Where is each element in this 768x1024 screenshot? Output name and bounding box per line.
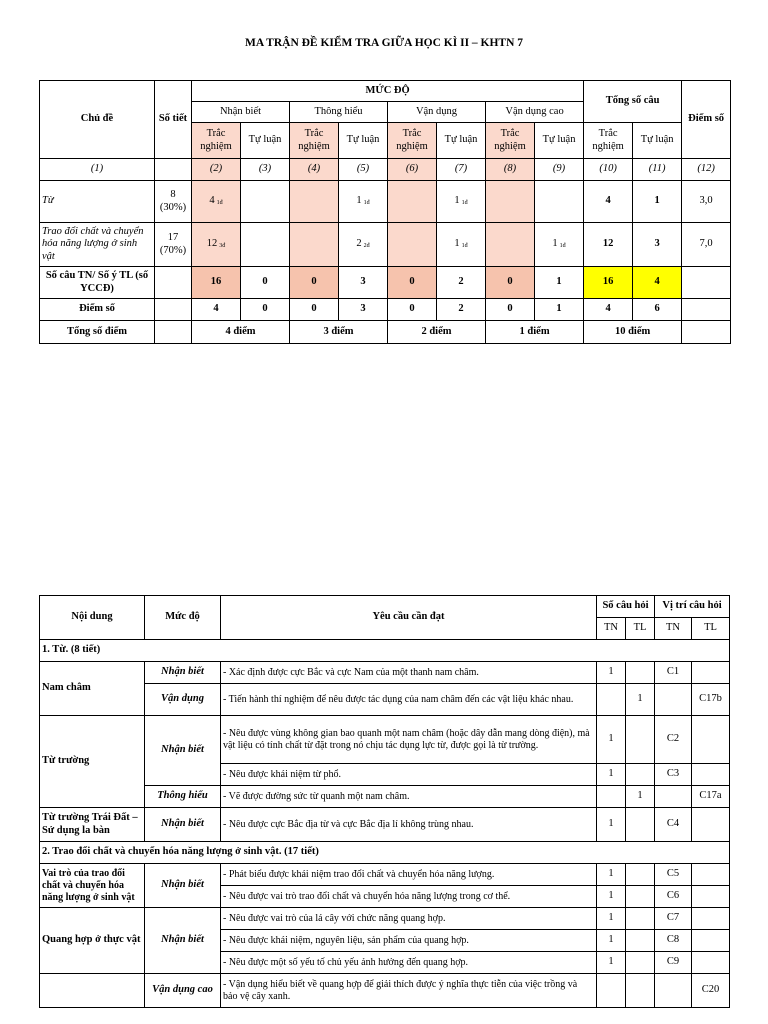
content-cell: Từ trường Trái Đất – Sử dụng la bàn: [40, 808, 145, 842]
tong-diem-row: [40, 321, 731, 344]
cell-diem: 3,0: [682, 181, 731, 223]
content-cell: Vai trò của trao đổi chất và chuyển hóa năng lượng ở sinh vật: [40, 864, 145, 908]
requirement-cell: - Nêu được khái niệm, nguyên liệu, sản phẩm của quang hợp.: [221, 930, 597, 952]
tn-position: [655, 786, 692, 808]
header-level-thong-hieu: Thông hiểu: [290, 102, 388, 123]
header-tn: TN: [597, 618, 626, 640]
col-number: (11): [633, 159, 682, 181]
tn-position: C5: [655, 864, 692, 886]
topic-tiet: 17 (70%): [155, 223, 192, 267]
requirement-cell: - Nêu được một số yếu tố chủ yếu ảnh hưởng đến quang hợp.: [221, 952, 597, 974]
tn-count: [597, 786, 626, 808]
topic-row: [40, 181, 731, 223]
tl-position: [692, 808, 730, 842]
col-number: (2): [192, 159, 241, 181]
header-vi-tri: Vị trí câu hỏi: [655, 596, 730, 618]
tl-position: [692, 864, 730, 886]
cell-vdc-tl: 1 1đ: [535, 223, 584, 267]
col-number: (12): [682, 159, 731, 181]
topic-name: Từ: [40, 181, 155, 223]
diem-cell: 0: [486, 299, 535, 321]
tl-count: [626, 864, 655, 886]
header-trac-nghiem: Trắc nghiệm: [192, 123, 241, 159]
tn-count: 1: [597, 864, 626, 886]
tl-count: [626, 808, 655, 842]
header-trac-nghiem: Trắc nghiệm: [290, 123, 339, 159]
cell-total-tl: 1: [633, 181, 682, 223]
col-number: (1): [40, 159, 155, 181]
tl-position: [692, 662, 730, 684]
header-trac-nghiem: Trắc nghiệm: [388, 123, 437, 159]
requirement-cell: - Nêu được vùng không gian bao quanh một nam châm (hoặc dây dẫn mang dòng điện), mà vật liệu có tính chất từ đặt trong nó chịu tác dụng lực từ, được gọi là từ trường.: [221, 716, 597, 764]
level-cell: Thông hiểu: [145, 786, 221, 808]
tn-count: 1: [597, 930, 626, 952]
col-number: (5): [339, 159, 388, 181]
level-cell: Nhận biết: [145, 808, 221, 842]
level-cell: Nhận biết: [145, 662, 221, 684]
so-cau-total-tl: 4: [633, 267, 682, 299]
cell-diem: 7,0: [682, 223, 731, 267]
so-cau-cell: 0: [290, 267, 339, 299]
tl-count: [626, 974, 655, 1008]
tn-count: 1: [597, 952, 626, 974]
col-number: (4): [290, 159, 339, 181]
requirement-cell: - Nêu được vai trò trao đổi chất và chuyển hóa năng lượng trong cơ thể.: [221, 886, 597, 908]
header-chu-de: Chủ đề: [40, 81, 155, 159]
cell-total-tl: 3: [633, 223, 682, 267]
col-number: (3): [241, 159, 290, 181]
cell-total-tn: 4: [584, 181, 633, 223]
diem-so-label: Điểm số: [40, 299, 155, 321]
header-so-cau-hoi: Số câu hỏi: [597, 596, 655, 618]
cell-th-tl: 1 1đ: [339, 181, 388, 223]
header-tl: TL: [692, 618, 730, 640]
header-tu-luan: Tự luận: [535, 123, 584, 159]
header-so-tiet: Số tiết: [155, 81, 192, 159]
so-cau-cell: 2: [437, 267, 486, 299]
content-cell: Nam châm: [40, 662, 145, 716]
tl-position: [692, 952, 730, 974]
requirement-cell: - Xác định được cực Bắc và cực Nam của một thanh nam châm.: [221, 662, 597, 684]
tong-diem-cell: 4 điểm: [192, 321, 290, 344]
tl-count: [626, 662, 655, 684]
tn-position: [655, 974, 692, 1008]
content-cell: [40, 974, 145, 1008]
spec-row: [40, 908, 730, 930]
tl-count: [626, 886, 655, 908]
tn-position: C4: [655, 808, 692, 842]
tong-diem-cell: 1 điểm: [486, 321, 584, 344]
topic-row: [40, 223, 731, 267]
tl-position: C17a: [692, 786, 730, 808]
tl-count: [626, 716, 655, 764]
cell-vdc-tl: [535, 181, 584, 223]
level-cell: Nhận biết: [145, 908, 221, 974]
level-cell: Nhận biết: [145, 716, 221, 786]
tl-position: [692, 930, 730, 952]
tl-position: [692, 908, 730, 930]
requirement-cell: - Vẽ được đường sức từ quanh một nam châm.: [221, 786, 597, 808]
tn-count: 1: [597, 764, 626, 786]
tn-count: [597, 684, 626, 716]
spec-row: [40, 974, 730, 1008]
requirement-cell: - Vận dụng hiểu biết về quang hợp để giải thích được ý nghĩa thực tiễn của việc trồng và bảo vệ cây xanh.: [221, 974, 597, 1008]
tn-count: [597, 974, 626, 1008]
tl-count: [626, 930, 655, 952]
tong-diem-label: Tổng số điểm: [40, 321, 155, 344]
header-muc-do: Mức độ: [145, 596, 221, 640]
tn-count: 1: [597, 908, 626, 930]
header-tu-luan: Tự luận: [339, 123, 388, 159]
topic-name: Trao đổi chất và chuyển hóa năng lượng ở sinh vật: [40, 223, 155, 267]
tong-diem-cell: 10 điểm: [584, 321, 682, 344]
so-cau-cell: 3: [339, 267, 388, 299]
tn-position: C3: [655, 764, 692, 786]
requirement-cell: - Nêu được khái niệm từ phổ.: [221, 764, 597, 786]
cell-th-tl: 2 2đ: [339, 223, 388, 267]
header-yeu-cau: Yêu cầu cần đạt: [221, 596, 597, 640]
diem-cell: 4: [584, 299, 633, 321]
spec-row: [40, 808, 730, 842]
diem-cell: 3: [339, 299, 388, 321]
cell-vd-tl: 1 1đ: [437, 223, 486, 267]
so-cau-cell: 0: [486, 267, 535, 299]
tn-position: C9: [655, 952, 692, 974]
level-cell: Vận dụng cao: [145, 974, 221, 1008]
col-number: (8): [486, 159, 535, 181]
header-tl: TL: [626, 618, 655, 640]
page-title: MA TRẬN ĐỀ KIỂM TRA GIỮA HỌC KÌ II – KHTN 7: [244, 37, 524, 49]
so-cau-cell: 1: [535, 267, 584, 299]
tn-position: C7: [655, 908, 692, 930]
tl-position: [692, 764, 730, 786]
header-level-van-dung: Vận dụng: [388, 102, 486, 123]
spec-row: [40, 864, 730, 886]
so-cau-label: Số câu TN/ Số ý TL (số YCCĐ): [40, 267, 155, 299]
tn-count: 1: [597, 716, 626, 764]
requirement-cell: - Tiến hành thí nghiệm để nêu được tác dụng của nam châm đến các vật liệu khác nhau.: [221, 684, 597, 716]
diem-cell: 0: [290, 299, 339, 321]
so-cau-cell: 0: [388, 267, 437, 299]
tong-diem-cell: 3 điểm: [290, 321, 388, 344]
col-number: (9): [535, 159, 584, 181]
tl-position: [692, 716, 730, 764]
header-diem-so: Điểm số: [682, 81, 731, 159]
tn-position: C6: [655, 886, 692, 908]
topic-tiet: 8 (30%): [155, 181, 192, 223]
tn-count: 1: [597, 886, 626, 908]
tl-count: [626, 908, 655, 930]
section-heading: 1. Từ. (8 tiết): [40, 640, 730, 662]
tl-count: [626, 952, 655, 974]
section-heading: 2. Trao đổi chất và chuyển hóa năng lượng ở sinh vật. (17 tiết): [40, 842, 730, 864]
tl-position: [692, 886, 730, 908]
diem-cell: 2: [437, 299, 486, 321]
level-cell: Nhận biết: [145, 864, 221, 908]
tl-count: [626, 764, 655, 786]
tl-count: 1: [626, 786, 655, 808]
header-trac-nghiem: Trắc nghiệm: [486, 123, 535, 159]
so-cau-row: [40, 267, 731, 299]
tn-position: C2: [655, 716, 692, 764]
diem-cell: 6: [633, 299, 682, 321]
tong-diem-cell: 2 điểm: [388, 321, 486, 344]
col-number: (7): [437, 159, 486, 181]
requirement-cell: - Nêu được cực Bắc địa từ và cực Bắc địa lí không trùng nhau.: [221, 808, 597, 842]
diem-so-row: [40, 299, 731, 321]
header-level-van-dung-cao: Vận dụng cao: [486, 102, 584, 123]
diem-cell: 4: [192, 299, 241, 321]
tn-count: 1: [597, 808, 626, 842]
matrix-table: [39, 80, 731, 344]
header-noi-dung: Nội dung: [40, 596, 145, 640]
col-number: (10): [584, 159, 633, 181]
header-tu-luan: Tự luận: [437, 123, 486, 159]
tn-position: C8: [655, 930, 692, 952]
tn-position: [655, 684, 692, 716]
header-tu-luan: Tự luận: [633, 123, 682, 159]
content-cell: Từ trường: [40, 716, 145, 808]
spec-table: [39, 595, 730, 1008]
header-tong-so-cau: Tổng số câu: [584, 81, 682, 123]
column-number-row: [40, 159, 731, 181]
header-trac-nghiem: Trắc nghiệm: [584, 123, 633, 159]
so-cau-cell: 16: [192, 267, 241, 299]
diem-cell: 1: [535, 299, 584, 321]
spec-row: [40, 716, 730, 764]
tl-count: 1: [626, 684, 655, 716]
cell-vd-tl: 1 1đ: [437, 181, 486, 223]
header-tu-luan: Tự luận: [241, 123, 290, 159]
requirement-cell: - Phát biểu được khái niệm trao đổi chất và chuyển hóa năng lượng.: [221, 864, 597, 886]
col-number: (6): [388, 159, 437, 181]
tl-position: C20: [692, 974, 730, 1008]
header-tn: TN: [655, 618, 692, 640]
cell-total-tn: 12: [584, 223, 633, 267]
header-muc-do: MỨC ĐỘ: [192, 81, 584, 102]
spec-row: [40, 662, 730, 684]
diem-cell: 0: [388, 299, 437, 321]
so-cau-cell: 0: [241, 267, 290, 299]
diem-cell: 0: [241, 299, 290, 321]
level-cell: Vận dụng: [145, 684, 221, 716]
tn-count: 1: [597, 662, 626, 684]
cell-nb-tn: 4 1đ: [192, 181, 241, 223]
requirement-cell: - Nêu được vai trò của lá cây với chức năng quang hợp.: [221, 908, 597, 930]
header-level-nhan-biet: Nhận biết: [192, 102, 290, 123]
tl-position: C17b: [692, 684, 730, 716]
cell-nb-tn: 12 3đ: [192, 223, 241, 267]
so-cau-total-tn: 16: [584, 267, 633, 299]
content-cell: Quang hợp ở thực vật: [40, 908, 145, 974]
tn-position: C1: [655, 662, 692, 684]
